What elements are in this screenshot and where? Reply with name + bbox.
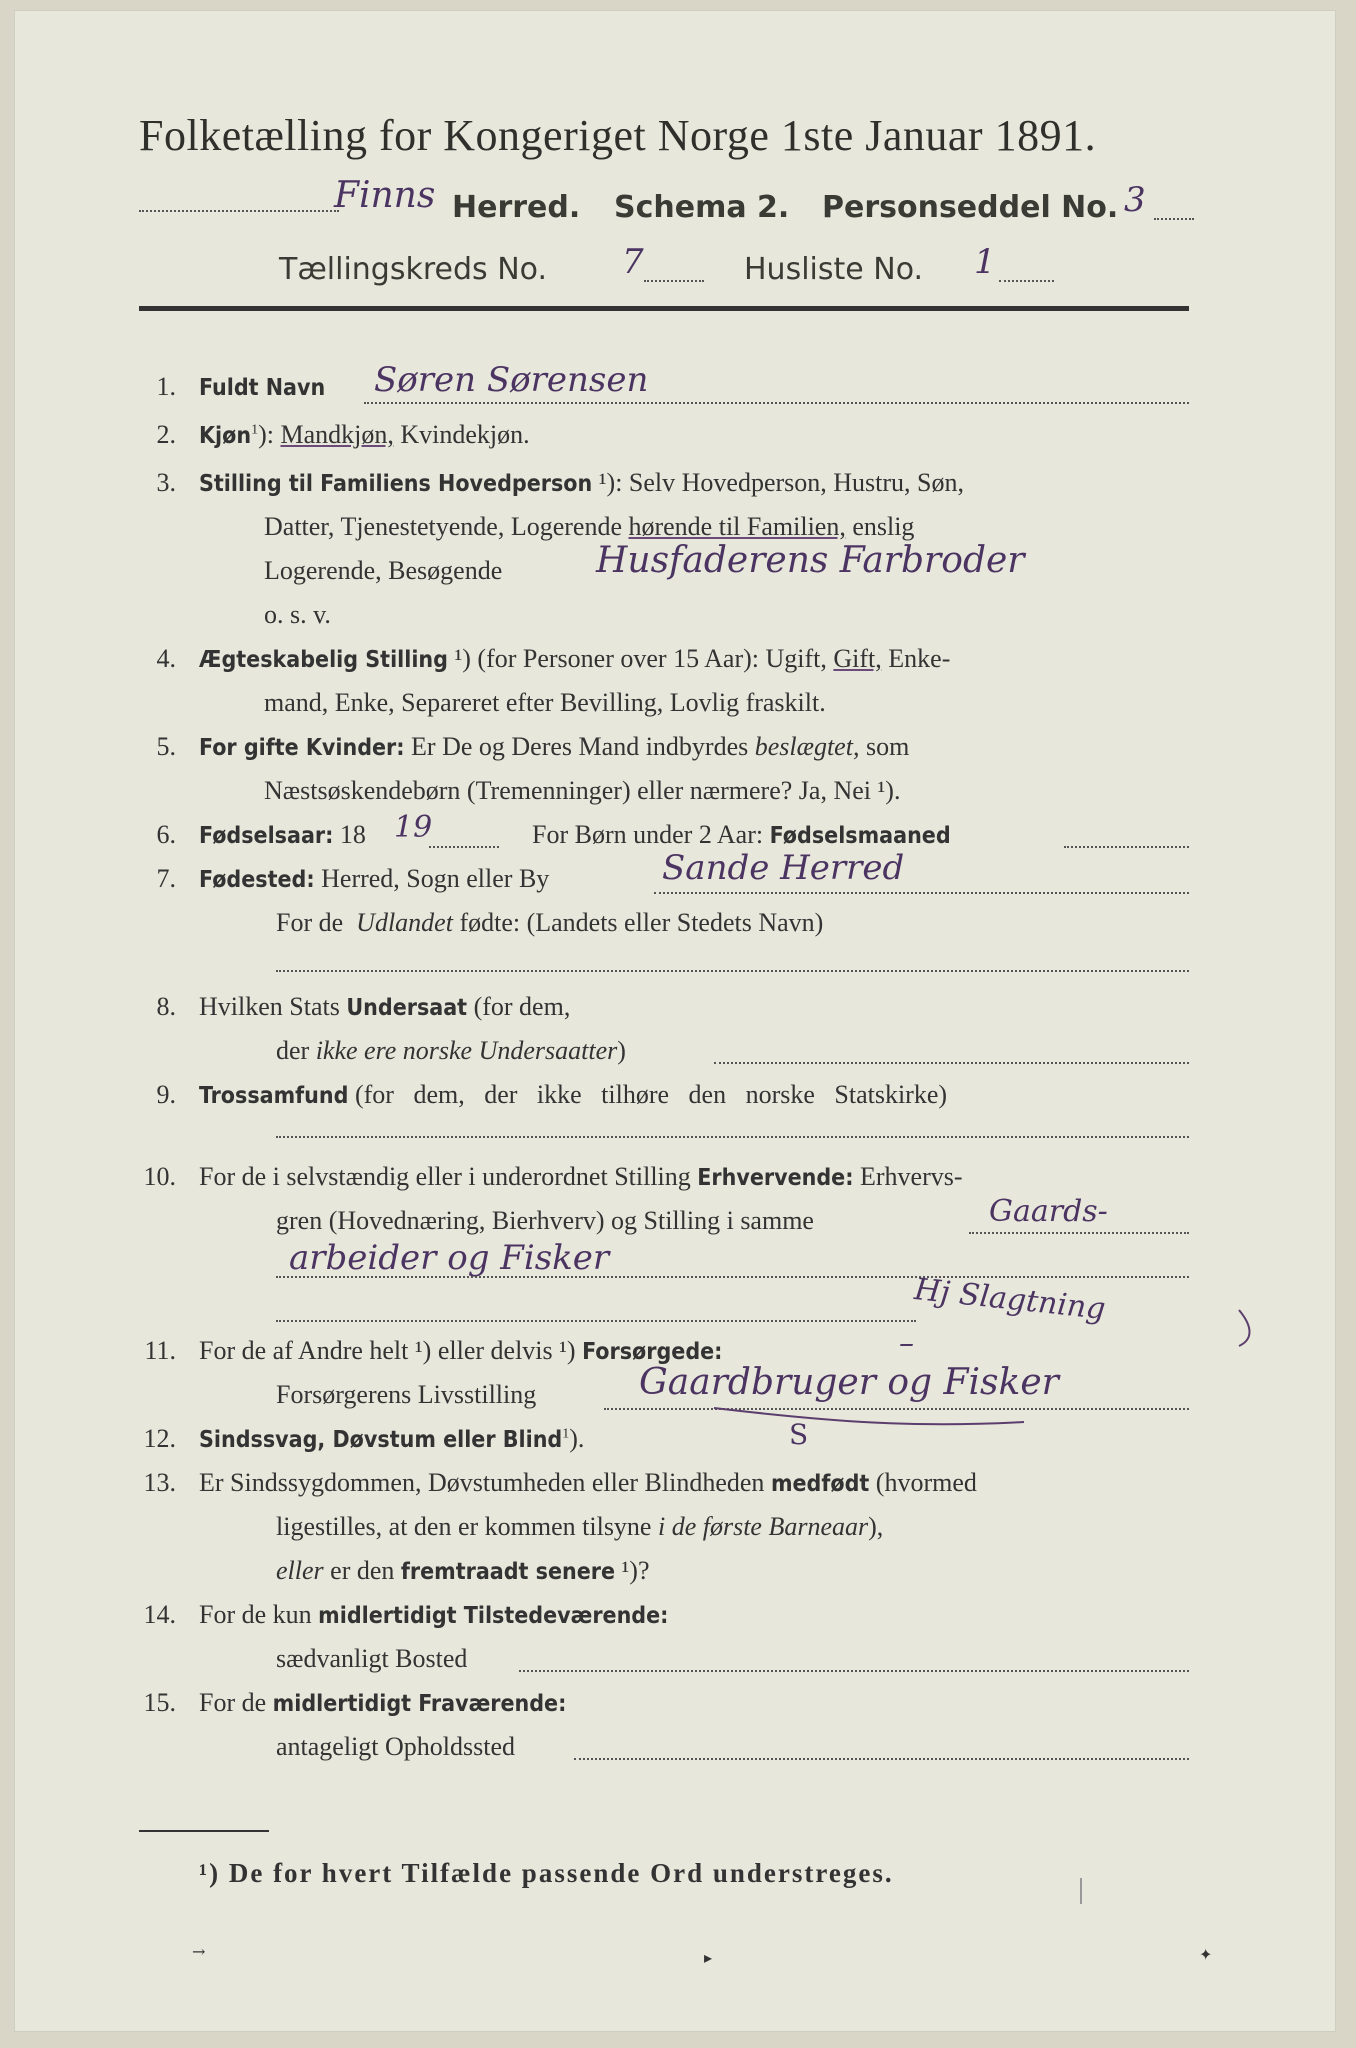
- q3-label: Stilling til Familiens Hovedperson: [199, 471, 593, 497]
- q4-option-gift: Gift,: [833, 644, 882, 673]
- q7-abroad-dots: [276, 970, 1189, 972]
- q7-dots: [654, 892, 1189, 894]
- q13-text2c: ),: [868, 1512, 884, 1541]
- q3-text2a: Datter, Tjenestetyende, Logerende: [264, 512, 622, 541]
- q3-text4: o. s. v.: [264, 600, 331, 629]
- q8-number: 8.: [156, 992, 176, 1021]
- q4-line1: Ægteskabelig Stilling ¹) (for Personer over 15 Aar): Ugift, Gift, Enke-: [199, 644, 951, 673]
- q5-text1b: beslægtet,: [754, 732, 860, 761]
- q14-text1a: For de kun: [199, 1600, 312, 1629]
- q13-text3a: eller: [276, 1556, 324, 1585]
- q13-text1a: Er Sindssygdommen, Døvstumheden eller Blindheden: [199, 1468, 765, 1497]
- q2-label: Kjøn: [199, 423, 252, 449]
- q4-text1a: (for Personer over 15 Aar): Ugift,: [477, 644, 827, 673]
- q11-dash-mark: –: [899, 1326, 914, 1361]
- form-title: Folketælling for Kongeriget Norge 1ste Januar 1891.: [139, 111, 1097, 160]
- personseddel-number: 3: [1124, 180, 1146, 220]
- q1-number: 1.: [156, 372, 176, 401]
- q3-text2b: hørende til Familien,: [628, 512, 846, 541]
- q10-text1c: Erhvervs-: [860, 1162, 963, 1191]
- q10-text1a: For de i selvstændig eller i underordnet Stilling: [199, 1162, 691, 1191]
- q15-text1a: For de: [199, 1688, 267, 1717]
- q4-label: Ægteskabelig Stilling: [199, 647, 448, 673]
- q8-text1a: Hvilken Stats: [199, 992, 340, 1021]
- q11-text1a: For de af Andre helt ¹) eller delvis ¹): [199, 1336, 576, 1365]
- q6-label2: Fødselsmaaned: [769, 823, 951, 849]
- q8-line1: [199, 992, 570, 1022]
- q3-relation-value: Husfaderens Farbroder: [596, 540, 1025, 581]
- q15-number: 15.: [143, 1688, 176, 1717]
- q10-occupation-value2: arbeider og Fisker: [289, 1238, 610, 1278]
- q10-text1b: Erhvervende:: [697, 1165, 854, 1191]
- footnote-rule: [139, 1830, 269, 1832]
- q5-number: 5.: [156, 732, 176, 761]
- q10-line2: gren (Hovednæring, Bierhverv) og Stilling i samme: [276, 1206, 814, 1235]
- q3-text1: Selv Hovedperson, Hustru, Søn,: [628, 468, 965, 497]
- q9-label: Trossamfund: [199, 1083, 349, 1109]
- q2-option-kvindekjon: Kvindekjøn.: [400, 420, 530, 449]
- q5-line1: [199, 732, 909, 762]
- q9-number: 9.: [156, 1080, 176, 1109]
- personseddel-dots: [1154, 218, 1194, 220]
- q11-line2: Forsørgerens Livsstilling: [276, 1380, 537, 1409]
- q6-prefix: 18: [339, 820, 366, 849]
- q8-text2b: ikke ere norske Undersaatter: [315, 1036, 618, 1065]
- q10-occupation-value3: Hj Slagtning: [912, 1272, 1108, 1327]
- q4-number: 4.: [156, 644, 176, 673]
- q11-number: 11.: [144, 1336, 176, 1365]
- q14-text1b: midlertidigt Tilstedeværende:: [318, 1603, 669, 1629]
- herred-label: Herred.: [452, 190, 581, 225]
- q1-line: [199, 372, 325, 402]
- q13-text3c: fremtraadt senere: [400, 1559, 616, 1585]
- header-rule: [139, 306, 1189, 311]
- q10-line1: [199, 1162, 963, 1192]
- q13-number: 13.: [143, 1468, 176, 1497]
- q13-line3: [276, 1556, 650, 1586]
- q1-label: Fuldt Navn: [199, 375, 326, 401]
- q15-text1b: midlertidigt Fraværende:: [272, 1691, 567, 1717]
- q7-birthplace-value: Sande Herred: [662, 848, 905, 888]
- q9-line: [199, 1080, 947, 1110]
- corner-mark-left: →: [192, 1942, 206, 1961]
- q5-text1a: Er De og Deres Mand indbyrdes: [411, 732, 749, 761]
- herred-handwritten: Finns: [334, 175, 436, 216]
- q11-text1b: Forsørgede:: [582, 1339, 723, 1365]
- q4-line2: mand, Enke, Separeret efter Bevilling, Lovlig fraskilt.: [264, 688, 826, 717]
- husliste-label: Husliste No.: [744, 252, 924, 287]
- q7-text2c: fødte: (Landets eller Stedets Navn): [459, 908, 824, 937]
- q14-line2: sædvanligt Bosted: [276, 1644, 468, 1673]
- schema-label: Schema 2.: [614, 190, 790, 225]
- q6-birthyear-value: 19: [394, 810, 433, 845]
- q3-text3: Logerende, Besøgende: [264, 556, 503, 585]
- q10-dots3: [276, 1320, 916, 1322]
- q13-text2a: ligestilles, at den er kommen tilsyne: [276, 1512, 652, 1541]
- q11-dots: [604, 1408, 1189, 1410]
- q13-line2: [276, 1512, 883, 1542]
- q14-number: 14.: [143, 1600, 176, 1629]
- kreds-dots: [644, 280, 704, 282]
- q13-text3d: ¹)?: [621, 1556, 650, 1585]
- q7-text2a: For de: [276, 908, 344, 937]
- q6-label: Fødselsaar:: [199, 823, 334, 849]
- q5-text1c: som: [865, 732, 910, 761]
- q15-line1: [199, 1688, 566, 1718]
- q12-label: Sindssvag, Døvstum eller Blind: [199, 1427, 563, 1453]
- husliste-number: 1: [974, 242, 996, 282]
- q14-line1: [199, 1600, 668, 1630]
- q10-occupation-value1: Gaards-: [989, 1194, 1108, 1229]
- q12-number: 12.: [143, 1424, 176, 1453]
- q5-label: For gifte Kvinder:: [199, 735, 405, 761]
- q6-month-dots: [1064, 846, 1189, 848]
- q2-option-mandkjon: Mandkjøn,: [280, 420, 394, 449]
- q9-text: (for dem, der ikke tilhøre den norske Statskirke): [354, 1080, 948, 1109]
- q3-line2: [264, 512, 914, 542]
- q13-text1c: (hvormed: [875, 1468, 977, 1497]
- q8-dots: [714, 1062, 1189, 1064]
- kreds-number: 7: [622, 242, 644, 282]
- q5-line2: Næstsøskendebørn (Tremenninger) eller nærmere? Ja, Nei ¹).: [264, 776, 901, 805]
- q8-text1b: Undersaat: [346, 995, 468, 1021]
- q7-line1: [199, 864, 549, 894]
- kreds-label: Tællingskreds No.: [279, 252, 547, 287]
- footnote-text: ¹) De for hvert Tilfælde passende Ord understreges.: [199, 1858, 894, 1888]
- q4-text1c: Enke-: [888, 644, 951, 673]
- q6-line2: [532, 820, 951, 850]
- q7-label: Fødested:: [199, 867, 315, 893]
- herred-dots: [139, 210, 339, 212]
- q12-mark: S: [789, 1418, 809, 1451]
- q6-line: [199, 820, 366, 850]
- census-form-sheet: [14, 10, 1336, 2032]
- q9-dots: [276, 1136, 1189, 1138]
- q6-year-dots: [429, 846, 499, 848]
- q7-text2b: Udlandet: [356, 908, 453, 937]
- q10-number: 10.: [143, 1162, 176, 1191]
- q8-text2a: der: [276, 1036, 310, 1065]
- q15-line2: antageligt Opholdssted: [276, 1732, 516, 1761]
- corner-mark-right: ✦: [1199, 1945, 1213, 1964]
- q11-provider-value: Gaardbruger og Fisker: [639, 1362, 1059, 1403]
- q13-text1b: medfødt: [770, 1471, 870, 1497]
- q3-number: 3.: [156, 468, 176, 497]
- q2-footnote-ref: 1: [251, 422, 259, 438]
- q6-number: 6.: [156, 820, 176, 849]
- q3-text2c: enslig: [852, 512, 915, 541]
- q12-line: Sindssvag, Døvstum eller Blind$^1$).: [199, 1424, 585, 1453]
- q1-name-value: Søren Sørensen: [374, 360, 649, 400]
- q1-dots: [364, 402, 1189, 404]
- q13-text2b: i de første Barneaar: [657, 1512, 869, 1541]
- q7-number: 7.: [156, 864, 176, 893]
- q8-text2c: ): [617, 1036, 626, 1065]
- q10-dots2: [276, 1276, 1189, 1278]
- q7-line2: [276, 908, 823, 938]
- stray-pen-mark: [1080, 1878, 1082, 1904]
- q13-text3b: er den: [330, 1556, 395, 1585]
- q6-text: For Børn under 2 Aar:: [532, 820, 764, 849]
- q3-line1: Stilling til Familiens Hovedperson ¹): Selv Hovedperson, Hustru, Søn,: [199, 468, 965, 497]
- q2-line: Kjøn$^1$): Mandkjøn, Kvindekjøn.: [199, 420, 530, 449]
- personseddel-label: Personseddel No.: [822, 190, 1119, 225]
- husliste-dots: [999, 280, 1054, 282]
- q15-dots: [574, 1758, 1189, 1760]
- q7-text: Herred, Sogn eller By: [321, 864, 550, 893]
- q2-number: 2.: [156, 420, 176, 449]
- q13-line1: [199, 1468, 977, 1498]
- q12-tail: ).: [569, 1424, 585, 1453]
- q14-dots: [519, 1670, 1189, 1672]
- q10-dots1: [969, 1232, 1189, 1234]
- q8-line2: [276, 1036, 626, 1066]
- corner-mark-center: ▸: [704, 1948, 713, 1967]
- q8-text1c: (for dem,: [473, 992, 571, 1021]
